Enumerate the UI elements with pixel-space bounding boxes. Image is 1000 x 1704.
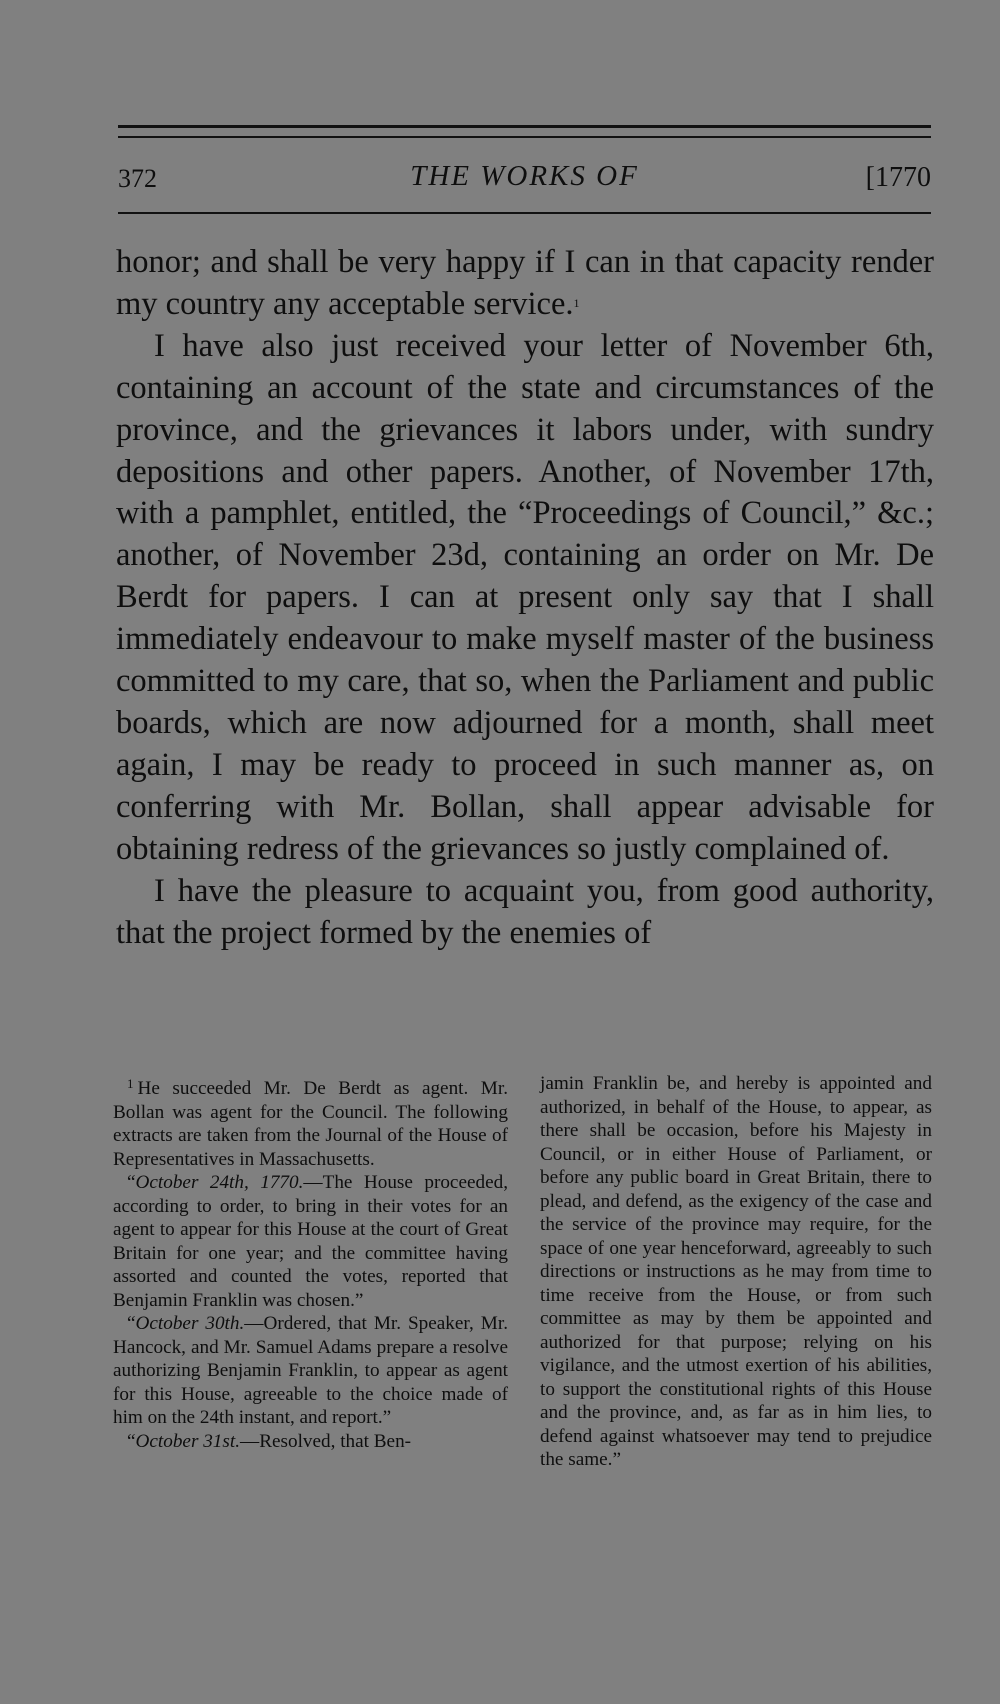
footnote-continuation: jamin Franklin be, and hereby is appointed and authorized, in behalf of the House, to appear, as there shall be occasion, before his Majesty in Council, or in either House of Parliament, or before any public board in Great Britain, there to plead, and defend, as the exigency of the case and the service of the province may require, for the space of one year henceforward, agreeably to such directions or instructions as he may from time to time receive from the House, or from such committee as may by them be appointed and authorized for that purpose; relying on his vigilance, and the utmost exertion of his abilities, to support the constitutional rights of this House and the province, and, as far as in him lies, to defend against whatsoever may tend to prejudice the same.”: [540, 1073, 932, 1470]
footnote-column-right: [540, 1072, 932, 1472]
header-rule-bottom: [118, 212, 931, 214]
footnote-entry-1: “October 24th, 1770.—The House proceeded, according to order, to bring in their votes for an agent to appear for this House at the court of Great Britain for one year; and the committee having assorted and counted the votes, reported that Benjamin Franklin was chosen.”: [113, 1172, 508, 1311]
paragraph-1: [116, 242, 934, 326]
paragraph-2: I have also just received your letter of November 6th, containing an account of the state and circumstances of the province, and the grievances it labors under, with sundry depositions and other papers. Another, of November 17th, with a pamphlet, entitled, the “Proceedings of Council,” &c.; another, of November 23d, containing an order on Mr. De Berdt for papers. I can at present only say that I shall immediately endeavour to make myself master of the business committed to my care, that so, when the Parliament and public boards, which are now adjourned for a month, shall meet again, I may be ready to proceed in such manner as, on conferring with Mr. Bollan, shall appear advisable for obtaining redress of the grievances so justly complained of.: [116, 327, 934, 867]
main-text: [116, 242, 934, 954]
running-title: THE WORKS OF: [410, 160, 639, 192]
footnote-entry-3: “October 31st.—Resolved, that Ben-: [127, 1430, 412, 1452]
entry-3-text: —Resolved, that Ben-: [240, 1430, 412, 1452]
footnote-intro-text: He succeeded Mr. De Berdt as agent. Mr. Bollan was agent for the Council. The following extracts are taken from the Journal of the House of Representatives in Massachusetts.: [113, 1078, 508, 1170]
footnote-entry-2: “October 30th.—Ordered, that Mr. Speaker, Mr. Hancock, and Mr. Samuel Adams prepare a resolve authorizing Benjamin Franklin, to appear as agent for this House, agreeable to the choice made of him on the 24th instant, and report.”: [113, 1313, 508, 1428]
entry-3-date: October 31st.: [135, 1430, 240, 1452]
entry-2-text: —Ordered, that Mr. Speaker, Mr. Hancock, and Mr. Samuel Adams prepare a resolve authorizing Benjamin Franklin, to appear as agent for this House, agreeable to the choice made of him on the 24th instant, and report.”: [113, 1313, 508, 1428]
footnote-marker: 1: [127, 1076, 134, 1091]
running-year: [1770: [865, 162, 931, 193]
entry-2-date: October 30th.: [135, 1313, 245, 1334]
footnote-reference: 1: [573, 295, 580, 310]
running-head: [118, 160, 931, 200]
entry-1-text: —The House proceeded, according to order, to bring in their votes for an agent to appear for this House at the court of Great Britain for one year; and the committee having assorted and counted the votes, reported that Benjamin Franklin was chosen.”: [113, 1172, 508, 1311]
footnote-column-left: [113, 1072, 508, 1453]
paragraph-3: I have the pleasure to acquaint you, from good authority, that the project formed by the enemies of: [116, 872, 934, 951]
footnote-intro: [113, 1072, 508, 1171]
entry-1-date: October 24th, 1770.: [135, 1172, 304, 1193]
header-rule-second: [118, 136, 931, 138]
page-number: 372: [118, 164, 157, 193]
paragraph-1-text: honor; and shall be very happy if I can in that capacity render my country any acceptable service.: [116, 244, 934, 322]
header-rule-top: [118, 125, 931, 128]
